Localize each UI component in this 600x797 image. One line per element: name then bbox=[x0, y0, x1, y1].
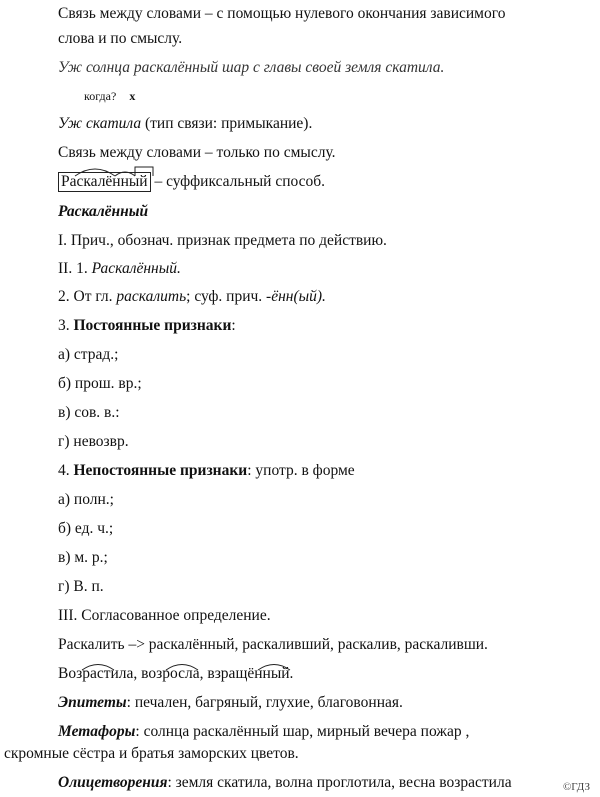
morpheme-marks bbox=[73, 164, 173, 178]
text-line-26 bbox=[58, 722, 469, 742]
text-line-1: Связь между словами – с помощью нулевого окончания зависимого bbox=[58, 5, 506, 22]
text-part: ; суф. прич. - bbox=[186, 288, 272, 305]
list-item: в) сов. в.: bbox=[58, 404, 120, 421]
text-line-22: III. Согласованное определение. bbox=[58, 607, 271, 624]
text-line-17 bbox=[58, 461, 355, 481]
text-line-12 bbox=[58, 316, 236, 336]
watermark-logo: ©ГДЗ bbox=[562, 781, 590, 793]
text-line-28 bbox=[58, 773, 512, 793]
word-initial-form: Раскалённый. bbox=[91, 260, 181, 277]
list-item: г) невозвр. bbox=[58, 433, 129, 450]
phrase-italic: Уж скатила bbox=[58, 115, 142, 132]
personification-heading: Олицетворения bbox=[58, 774, 168, 791]
morpheme-boxed-word bbox=[58, 172, 151, 192]
root-arcs bbox=[58, 660, 358, 672]
related-words: Возрастила, возросла, взращённый. bbox=[58, 665, 294, 682]
question-when: когда? bbox=[84, 89, 117, 103]
variable-features-heading: Непостоянные признаки bbox=[73, 462, 248, 479]
text-line-7 bbox=[58, 172, 325, 192]
text-part: : земля скатила, волна проглотила, весна возрастила bbox=[167, 774, 512, 791]
analysis-heading: Раскалённый bbox=[58, 203, 149, 220]
text-line-25 bbox=[58, 693, 403, 713]
text-part: : употр. в форме bbox=[247, 462, 355, 479]
text-line-5 bbox=[58, 114, 312, 134]
constant-features-heading: Постоянные признаки bbox=[73, 317, 232, 334]
text-part: 2. От гл. bbox=[58, 288, 117, 305]
text-line-2: слова и по смыслу. bbox=[58, 30, 183, 47]
text-line-27: скромные сёстра и братья заморских цветов. bbox=[4, 745, 299, 762]
list-item: а) полн.; bbox=[58, 491, 114, 508]
item-number: 4. bbox=[58, 462, 74, 479]
suffix-italic: ённ(ый). bbox=[271, 288, 326, 305]
text-line-9: I. Прич., обознач. признак предмета по действию. bbox=[58, 232, 387, 249]
predicate-mark: x bbox=[129, 89, 136, 103]
phrase-note: (тип связи: примыкание). bbox=[141, 115, 313, 132]
boxed-word-text: Раскалённый bbox=[61, 173, 148, 190]
text-part: : bbox=[231, 317, 236, 334]
text-line-11 bbox=[58, 287, 326, 307]
list-item: а) страд.; bbox=[58, 346, 119, 363]
list-item: б) прош. вр.; bbox=[58, 375, 142, 392]
text-line-24 bbox=[58, 664, 293, 684]
text-line-6: Связь между словами – только по смыслу. bbox=[58, 144, 336, 161]
epithets-heading: Эпитеты bbox=[58, 694, 127, 711]
text-part: : печален, багряный, глухие, благовонная. bbox=[126, 694, 403, 711]
section-number: II. 1. bbox=[58, 260, 92, 277]
formation-note: – суффиксальный способ. bbox=[150, 173, 326, 190]
text-part: : солнца раскалённый шар, мирный вечера пожар , bbox=[135, 723, 470, 740]
text-line-10 bbox=[58, 259, 181, 279]
list-item: в) м. р.; bbox=[58, 549, 108, 566]
question-line bbox=[84, 86, 135, 106]
metaphors-heading: Метафоры bbox=[58, 723, 136, 740]
list-item: б) ед. ч.; bbox=[58, 520, 114, 537]
sentence-example: Уж солнца раскалённый шар с главы своей земля скатила. bbox=[58, 59, 445, 76]
item-number: 3. bbox=[58, 317, 74, 334]
verb-italic: раскалить bbox=[116, 288, 187, 305]
list-item: г) В. п. bbox=[58, 578, 104, 595]
text-line-23: Раскалить –> раскалённый, раскаливший, раскалив, раскаливши. bbox=[58, 636, 488, 653]
